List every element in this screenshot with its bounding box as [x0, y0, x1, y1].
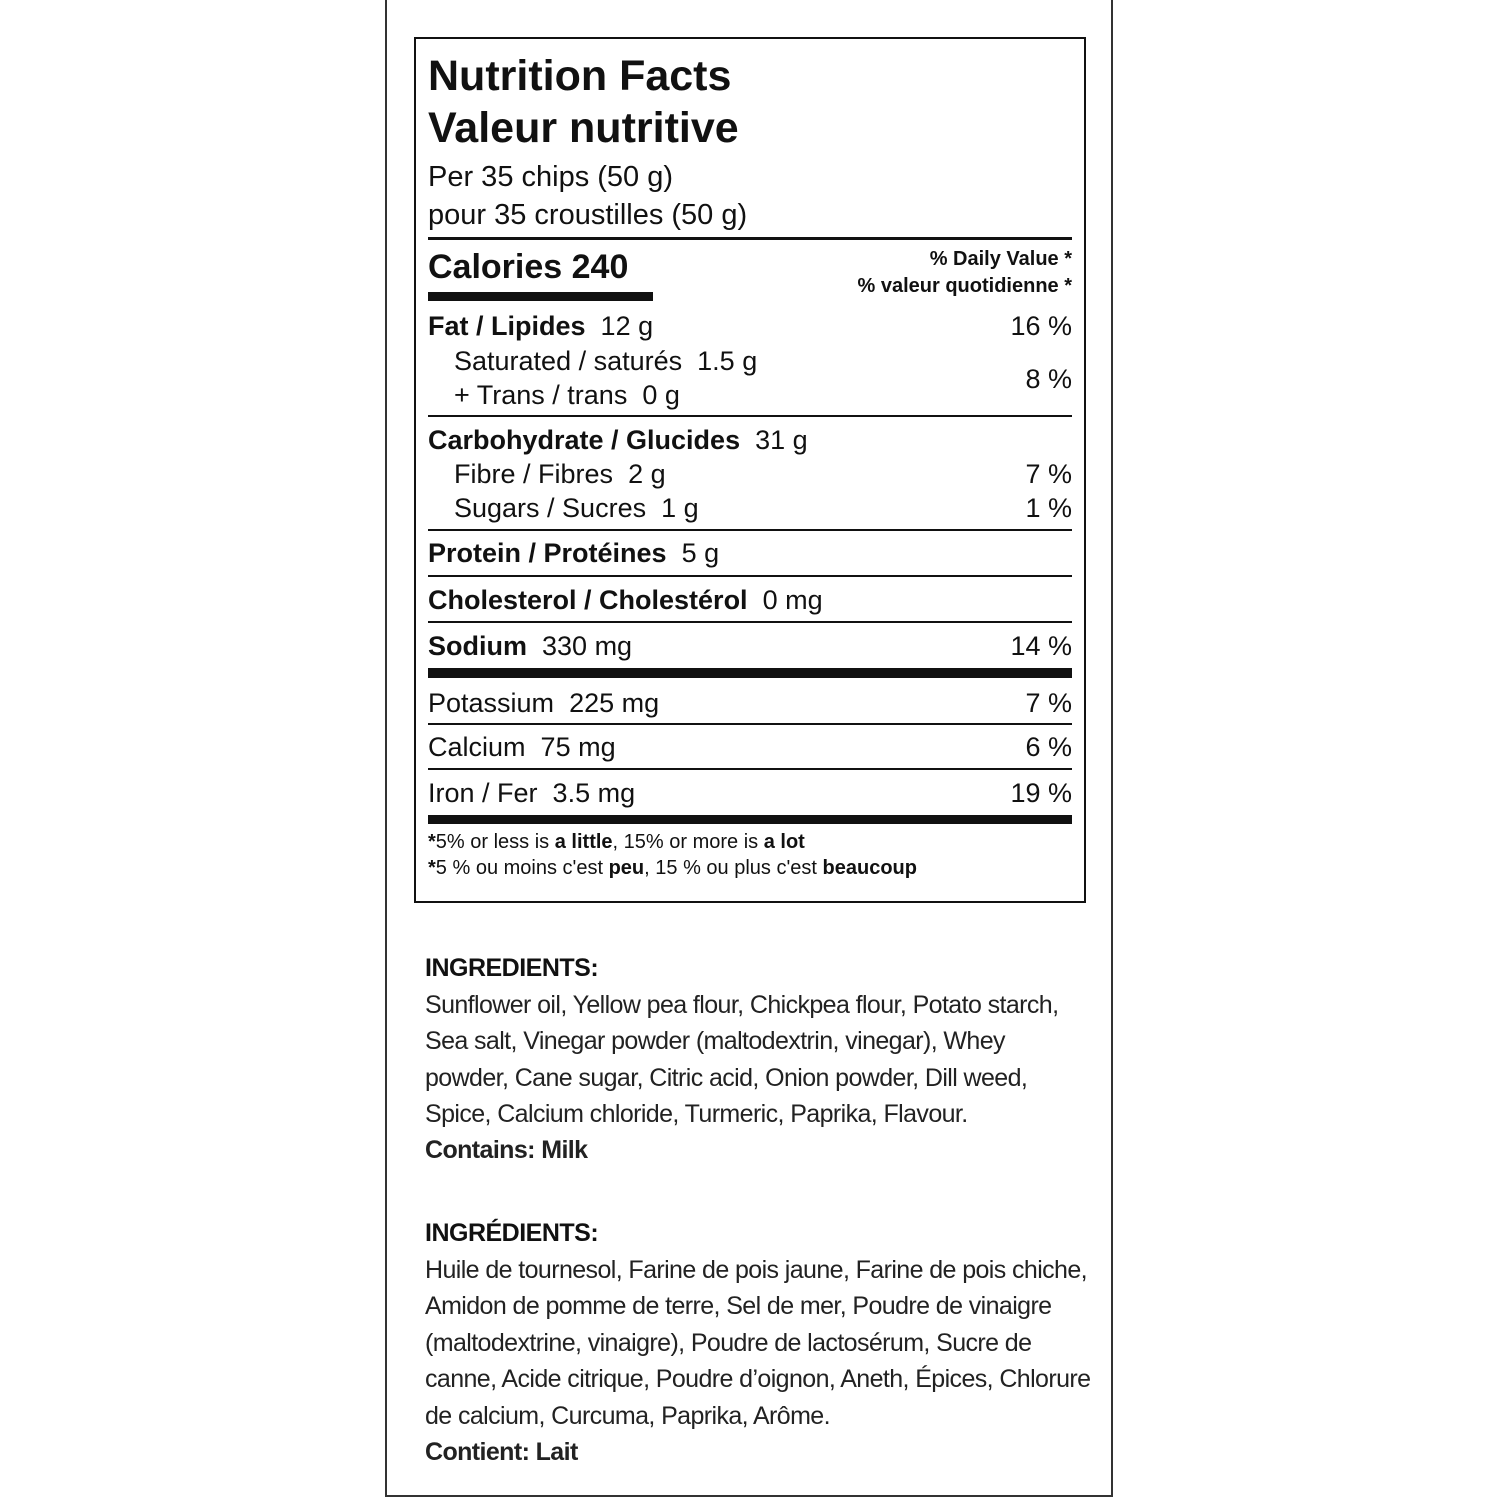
- ingredients-fr-line: Amidon de pomme de terre, Sel de mer, Poudre de vinaigre: [425, 1292, 1052, 1320]
- cholesterol-label: Cholesterol / Cholestérol: [428, 585, 748, 615]
- fat-label: Fat / Lipides: [428, 311, 586, 341]
- footnote-en-part2: , 15% or more is: [612, 831, 764, 853]
- footnote-en-part1: 5% or less is: [435, 831, 555, 853]
- contains-en: Contains: Milk: [425, 1136, 588, 1164]
- potassium-label: Potassium: [428, 688, 555, 718]
- ingredients-fr-line: Huile de tournesol, Farine de pois jaune, Farine de pois chiche,: [425, 1256, 1088, 1284]
- calcium-label: Calcium: [428, 732, 526, 762]
- calcium-dv: 6 %: [1025, 732, 1072, 762]
- divider-carbohydrate: [428, 529, 1072, 531]
- divider-potassium: [428, 723, 1072, 725]
- ingredients-en-line: powder, Cane sugar, Citric acid, Onion powder, Dill weed,: [425, 1064, 1028, 1092]
- divider-fat: [428, 415, 1072, 417]
- daily-value-header-en: % Daily Value *: [929, 248, 1072, 270]
- footnote-fr-bold2: beaucoup: [822, 857, 917, 879]
- ingredients-en-line: Sea salt, Vinegar powder (maltodextrin, vinegar), Whey: [425, 1027, 1005, 1055]
- protein-row: [428, 536, 719, 570]
- sugars-dv: 1 %: [1025, 493, 1072, 523]
- iron-row: [428, 776, 635, 810]
- cholesterol-row: [428, 583, 823, 617]
- footnote-en-star: *: [428, 831, 436, 853]
- sodium-label: Sodium: [428, 631, 527, 661]
- serving-divider: [428, 237, 1072, 240]
- calcium-amount: 75 mg: [540, 732, 616, 762]
- fat-amount: 12 g: [600, 311, 654, 341]
- sodium-row: [428, 629, 632, 663]
- ingredients-en-heading: INGREDIENTS:: [425, 954, 599, 982]
- serving-size-fr: pour 35 croustilles (50 g): [428, 199, 748, 231]
- contains-fr: Contient: Lait: [425, 1438, 578, 1466]
- calories-value: 240: [571, 248, 629, 286]
- potassium-row: [428, 686, 659, 720]
- divider-sodium-thick: [428, 668, 1072, 678]
- ingredients-fr-heading: INGRÉDIENTS:: [425, 1219, 599, 1247]
- fibre-amount: 2 g: [628, 459, 666, 489]
- saturated-label: Saturated / saturés: [454, 346, 683, 376]
- calories-label: Calories: [428, 248, 563, 286]
- cholesterol-amount: 0 mg: [762, 585, 823, 615]
- footnote-fr-bold1: peu: [608, 857, 645, 879]
- ingredients-en-line: Spice, Calcium chloride, Turmeric, Paprika, Flavour.: [425, 1100, 968, 1128]
- footnote-fr-part1: 5 % ou moins c'est: [435, 857, 609, 879]
- sugars-label: Sugars / Sucres: [454, 493, 647, 523]
- saturated-row: [454, 344, 757, 378]
- potassium-amount: 225 mg: [569, 688, 660, 718]
- saturated-amount: 1.5 g: [697, 346, 758, 376]
- footnote-fr-star: *: [428, 857, 436, 879]
- iron-amount: 3.5 mg: [552, 778, 636, 808]
- iron-label: Iron / Fer: [428, 778, 538, 808]
- iron-dv: 19 %: [1010, 778, 1072, 808]
- sodium-dv: 14 %: [1010, 631, 1072, 661]
- saturated-trans-dv: 8 %: [1025, 364, 1072, 394]
- trans-label: + Trans / trans: [454, 380, 628, 410]
- fibre-dv: 7 %: [1025, 459, 1072, 489]
- carbohydrate-row: [428, 423, 808, 457]
- divider-protein: [428, 575, 1072, 577]
- carbohydrate-amount: 31 g: [755, 425, 808, 455]
- ingredients-fr-line: de calcium, Curcuma, Paprika, Arôme.: [425, 1402, 830, 1430]
- fat-row: [428, 309, 653, 343]
- calories-line: [428, 245, 628, 289]
- trans-amount: 0 g: [642, 380, 680, 410]
- protein-label: Protein / Protéines: [428, 538, 667, 568]
- fibre-row: [454, 457, 666, 491]
- calories-underline: [428, 292, 653, 301]
- trans-row: [454, 378, 680, 412]
- footnote-fr: [428, 855, 917, 881]
- ingredients-fr-line: canne, Acide citrique, Poudre d’oignon, Aneth, Épices, Chlorure: [425, 1365, 1091, 1393]
- protein-amount: 5 g: [681, 538, 720, 568]
- potassium-dv: 7 %: [1025, 688, 1072, 718]
- divider-iron-thick: [428, 815, 1072, 824]
- valeur-nutritive-title: Valeur nutritive: [428, 104, 739, 152]
- sugars-amount: 1 g: [661, 493, 699, 523]
- carbohydrate-label: Carbohydrate / Glucides: [428, 425, 741, 455]
- divider-calcium: [428, 768, 1072, 770]
- fibre-label: Fibre / Fibres: [454, 459, 614, 489]
- ingredients-en-line: Sunflower oil, Yellow pea flour, Chickpea flour, Potato starch,: [425, 991, 1059, 1019]
- footnote-en-bold1: a little: [554, 831, 613, 853]
- calcium-row: [428, 730, 616, 764]
- footnote-en-bold2: a lot: [763, 831, 805, 853]
- footnote-en: [428, 829, 805, 855]
- sodium-amount: 330 mg: [542, 631, 633, 661]
- nutrition-facts-title: Nutrition Facts: [428, 52, 732, 100]
- daily-value-header-fr: % valeur quotidienne *: [857, 275, 1072, 297]
- footnote-fr-part2: , 15 % ou plus c'est: [644, 857, 823, 879]
- ingredients-fr-line: (maltodextrine, vinaigre), Poudre de lactosérum, Sucre de: [425, 1329, 1032, 1357]
- sugars-row: [454, 491, 699, 525]
- serving-size-en: Per 35 chips (50 g): [428, 161, 674, 193]
- fat-dv: 16 %: [1010, 311, 1072, 341]
- divider-cholesterol: [428, 621, 1072, 623]
